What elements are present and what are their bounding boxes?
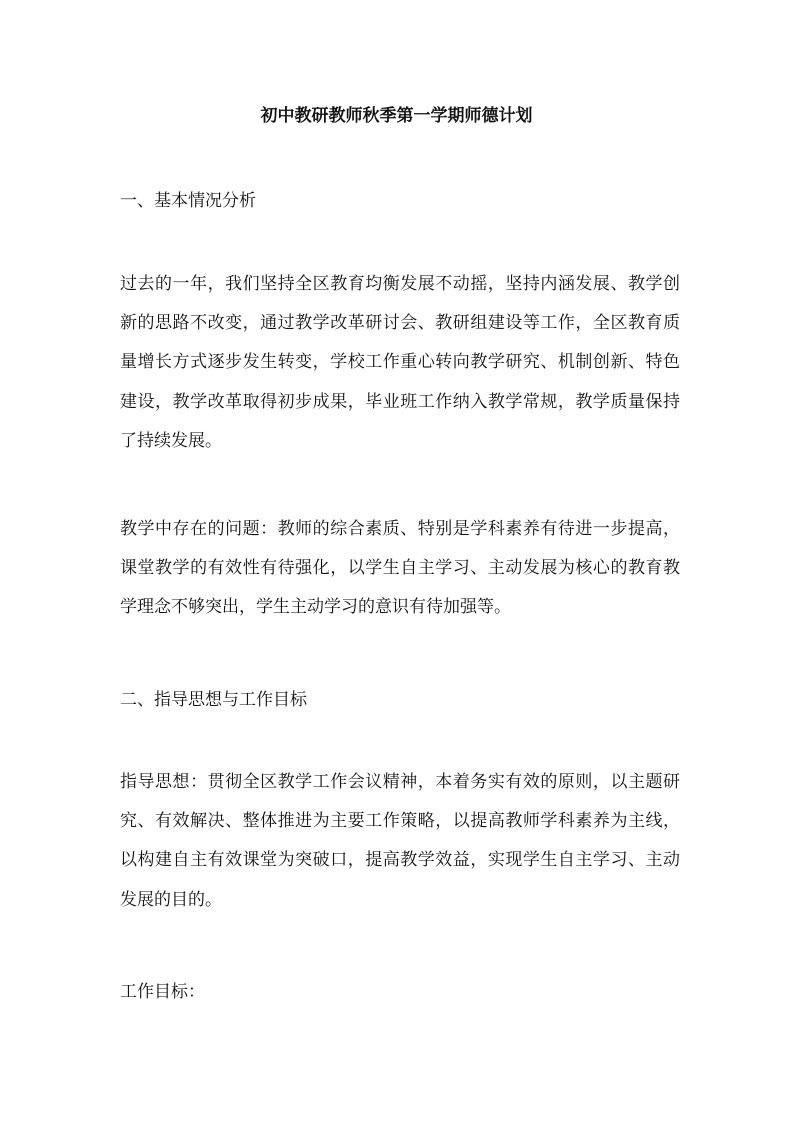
section-heading-guiding-ideas: 二、指导思想与工作目标 <box>120 690 307 710</box>
paragraph-problems: 教学中存在的问题：教师的综合素质、特别是学科素养有待进一步提高，课堂教学的有效性有待强化，以学生自主学习、主动发展为核心的教育教学理念不够突出，学生主动学习的意识有待加强等。 <box>120 519 680 618</box>
paragraph-past-year: 过去的一年，我们坚持全区教育均衡发展不动摇，坚持内涵发展、教学创新的思路不改变，通过教学改革研讨会、教研组建设等工作，全区教育质量增长方式逐步发生转变，学校工作重心转向教学研究、机制创新、特色建设，教学改革取得初步成果，毕业班工作纳入教学常规，教学质量保持了持续发展。 <box>120 274 680 451</box>
document-title: 初中教研教师秋季第一学期师德计划 <box>260 106 533 126</box>
section-heading-basic-analysis: 一、基本情况分析 <box>120 191 256 211</box>
paragraph-work-goals: 工作目标： <box>120 982 205 1002</box>
paragraph-guiding-ideas: 指导思想：贯彻全区教学工作会议精神，本着务实有效的原则，以主题研究、有效解决、整体推进为主要工作策略，以提高教师学科素养为主线，以构建自主有效课堂为突破口，提高教学效益，实现学生自主学习、主动发展的目的。 <box>120 772 680 910</box>
